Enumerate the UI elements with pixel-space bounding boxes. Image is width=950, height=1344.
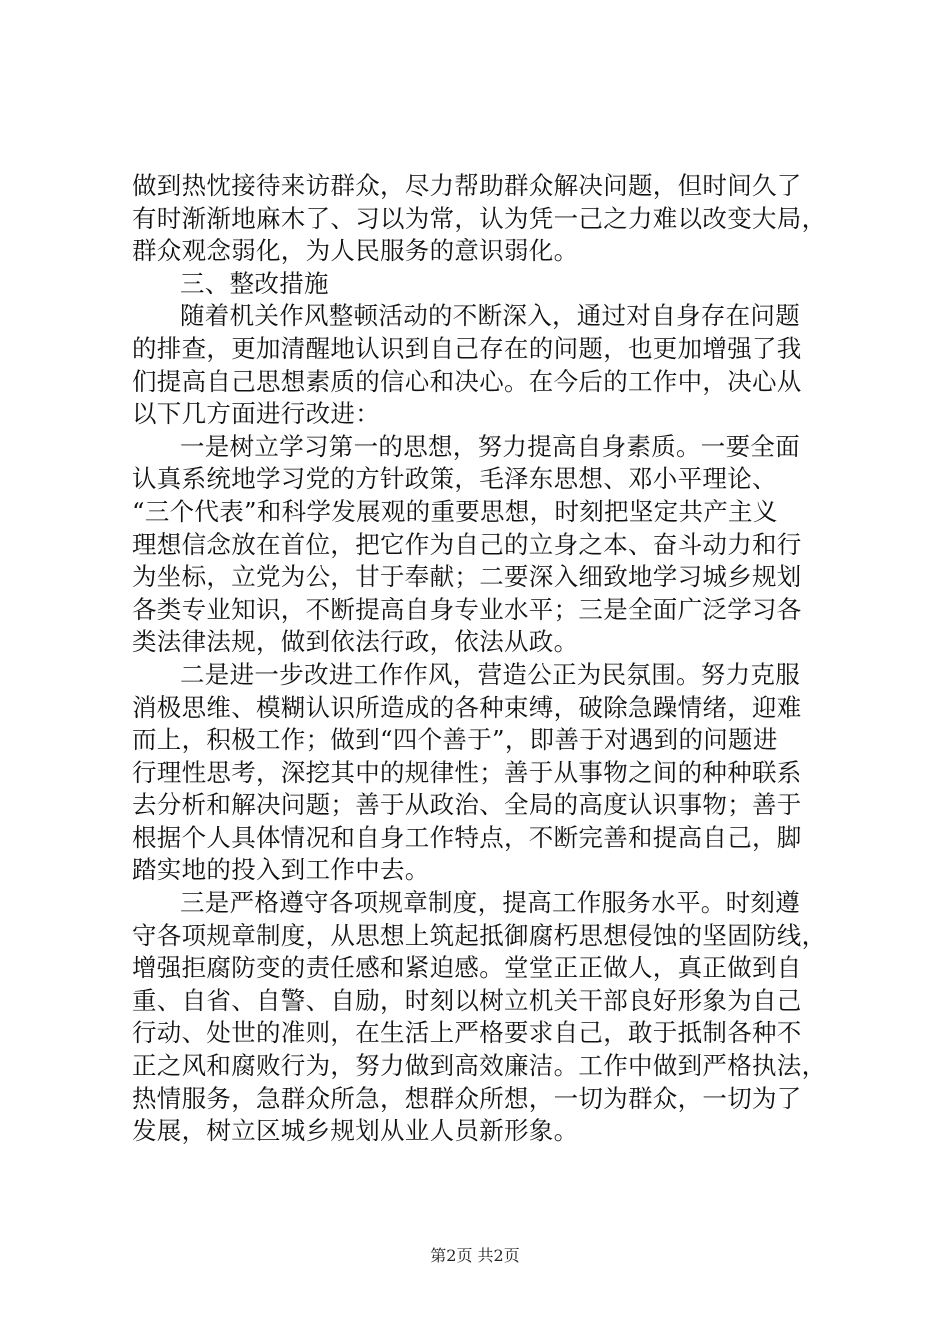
text-line: 认真系统地学习党的方针政策，毛泽东思想、邓小平理论、 <box>132 464 777 494</box>
text-line: 增强拒腐防变的责任感和紧迫感。堂堂正正做人，真正做到自 <box>132 953 802 983</box>
text-line: “三个代表”和科学发展观的重要思想，时刻把坚定共产主义 <box>132 496 778 526</box>
text-line: 以下几方面进行改进： <box>132 399 380 429</box>
text-line: 群众观念弱化，为人民服务的意识弱化。 <box>132 236 579 266</box>
section-heading: 三、整改措施 <box>180 268 329 298</box>
text-line: 做到热忱接待来访群众，尽力帮助群众解决问题，但时间久了 <box>132 171 802 200</box>
page-footer: 第2页 共2页 <box>430 1246 520 1265</box>
text-line: 类法律法规，做到依法行政，依法从政。 <box>132 627 579 657</box>
text-line: 消极思维、模糊认识所造成的各种束缚，破除急躁情绪，迎难 <box>132 692 802 722</box>
text-line: 的排查，更加清醒地认识到自己存在的问题，也更加增强了我 <box>132 333 802 363</box>
text-line: 有时渐渐地麻木了、习以为常，认为凭一己之力难以改变大局， <box>132 203 827 233</box>
text-line: 而上，积极工作；做到“四个善于”，即善于对遇到的问题进 <box>132 725 778 755</box>
text-line: 一是树立学习第一的思想，努力提高自身素质。一要全面 <box>180 431 800 461</box>
text-line: 行动、处世的准则，在生活上严格要求自己，敢于抵制各种不 <box>132 1018 802 1048</box>
text-line: 们提高自己思想素质的信心和决心。在今后的工作中，决心从 <box>132 366 802 396</box>
text-line: 正之风和腐败行为，努力做到高效廉洁。工作中做到严格执法， <box>132 1051 827 1081</box>
text-line: 为坐标，立党为公，甘于奉献；二要深入细致地学习城乡规划 <box>132 562 802 592</box>
document-body <box>132 170 827 1148</box>
text-line: 理想信念放在首位，把它作为自己的立身之本、奋斗动力和行 <box>132 529 802 559</box>
text-line: 各类专业知识，不断提高自身专业水平；三是全面广泛学习各 <box>132 594 802 624</box>
text-line: 守各项规章制度，从思想上筑起抵御腐朽思想侵蚀的坚固防线， <box>132 920 827 950</box>
text-line: 去分析和解决问题；善于从政治、全局的高度认识事物；善于 <box>132 790 802 820</box>
text-line: 热情服务，急群众所急，想群众所想，一切为群众，一切为了 <box>132 1083 802 1113</box>
text-line: 重、自省、自警、自励，时刻以树立机关干部良好形象为自己 <box>132 985 802 1015</box>
text-line: 二是进一步改进工作作风，营造公正为民氛围。努力克服 <box>180 659 800 689</box>
text-line: 根据个人具体情况和自身工作特点，不断完善和提高自己，脚 <box>132 822 802 852</box>
text-line: 行理性思考，深挖其中的规律性；善于从事物之间的种种联系 <box>132 757 802 787</box>
text-line: 发展，树立区城乡规划从业人员新形象。 <box>132 1116 579 1146</box>
text-line: 踏实地的投入到工作中去。 <box>132 855 430 885</box>
text-line: 三是严格遵守各项规章制度，提高工作服务水平。时刻遵 <box>180 888 800 918</box>
text-line: 随着机关作风整顿活动的不断深入，通过对自身存在问题 <box>180 301 800 331</box>
